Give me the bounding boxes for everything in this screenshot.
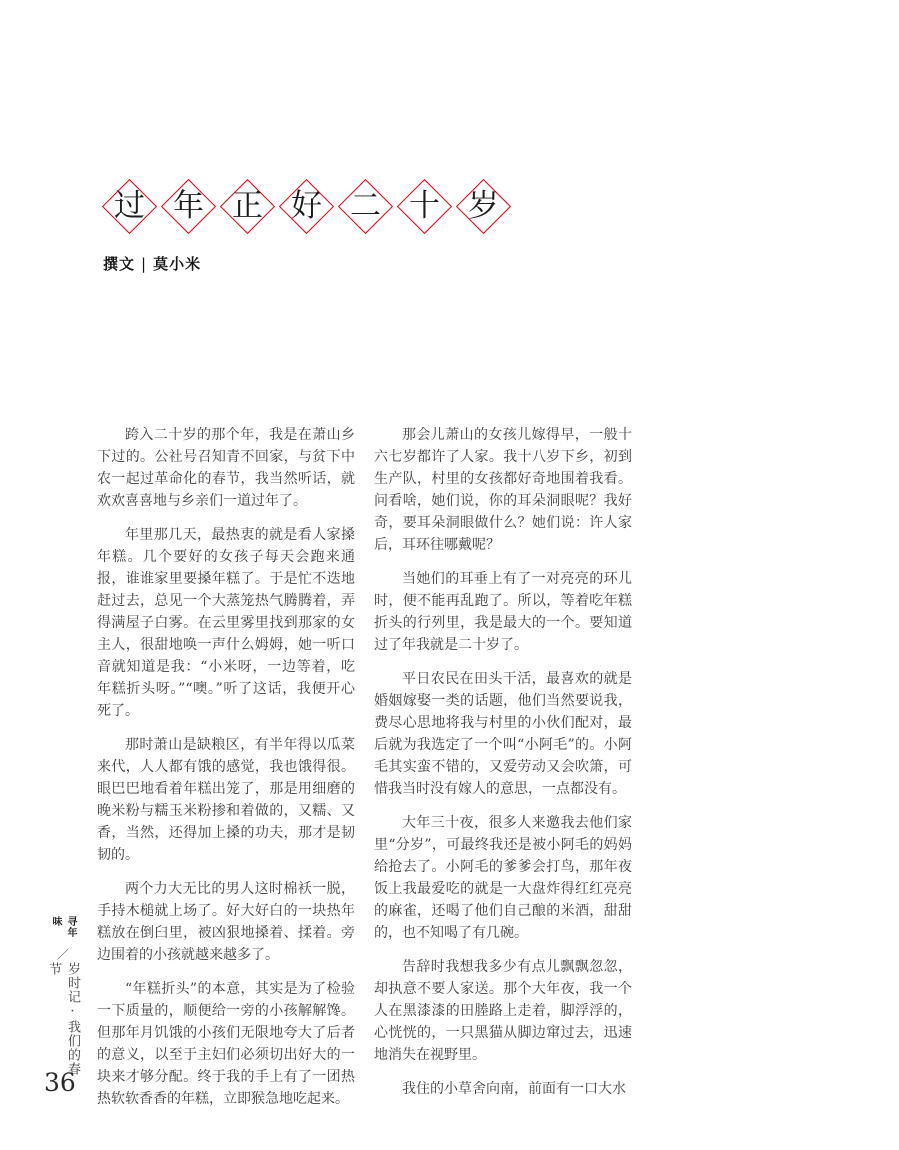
paragraph: 跨入二十岁的那个年，我是在萧山乡下过的。公社号召知青不回家，与贫下中农一起过革命化的春节，我当然听话，就欢欢喜喜地与乡亲们一道过年了。 [97,427,355,509]
title-diamond-2 [220,179,275,234]
paragraph: 年里那几天，最热衷的就是看人家搡年糕。几个要好的女孩子每天会跑来通报，谁谁家里要搡年糕了。于是忙不迭地赶过去，总见一个大蒸笼热气腾腾着，弄得满屋子白雾。在云里雾里找到那家的女主人，很甜地唤一声什么姆姆，她一听口音就知道是我：“小米呀，一边等着，吃年糕折头呀。”“噢。”听了这话，我便开心死了。 [97,527,355,719]
paragraph: 那时萧山是缺粮区，有半年得以瓜菜来代，人人都有饿的感觉，我也饿得很。眼巴巴地看着年糕出笼了，那是用细磨的晚米粉与糯玉米粉掺和着做的，又糯、又香，当然，还得加上搡的功夫，那才是韧韧的。 [97,737,355,863]
paragraph: 大年三十夜，很多人来邀我去他们家里“分岁”，可最终我还是被小阿毛的妈妈给抢去了。小阿毛的爹爹会打鸟，那年夜饭上我最爱吃的就是一大盘炸得红红亮亮的麻雀，还喝了他们自己酿的米酒，甜甜的，也不知喝了有几碗。 [374,815,632,941]
sidebar-section-title: 岁时记·我们的春节 [46,961,80,1076]
title-diamond-4 [338,179,393,234]
title-character: 年 [173,188,204,224]
title-character: 二 [350,188,381,224]
paragraph: 两个力大无比的男人这时棉袄一脱，手持木槌就上场了。好大好白的一块热年糕放在倒臼里，被凶狠地搡着、揉着。旁边围着的小孩就越来越多了。 [97,881,355,963]
paragraph: “年糕折头”的本意，其实是为了检验一下质量的，顺便给一旁的小孩解解馋。但那年月饥饿的小孩们无限地夸大了后者的意义，以至于主妇们必须切出好大的一块来才够分配。终于我的手上有了一团热热软软香香的年糕，立即猴急地吃起来。 [97,981,355,1107]
paragraph: 告辞时我想我多少有点儿飘飘忽忽，却执意不要人家送。那个大年夜，我一个人在黑漆漆的田塍路上走着，脚浮浮的，心恍恍的，一只黑猫从脚边窜过去，迅速地消失在视野里。 [374,959,632,1063]
paragraph: 我住的小草舍向南，前面有一口大水 [402,1081,626,1097]
byline-label: 撰文 [103,255,136,273]
title-diamond-3 [279,179,334,234]
right-column [374,424,632,1112]
byline-separator: | [141,255,148,273]
title-diamond-0 [102,179,157,234]
title-diamond-1 [161,179,216,234]
page-number: 36 [44,1068,76,1097]
paragraph: 那会儿萧山的女孩儿嫁得早，一般十六七岁都许了人家。我十八岁下乡，初到生产队，村里的女孩都好奇地围着我看。问看啥，她们说，你的耳朵洞眼呢？我好奇，要耳朵洞眼做什么？她们说：许人家后，耳环往哪戴呢？ [374,427,632,553]
article-title [100,187,513,226]
paragraph: 平日农民在田头干活，最喜欢的就是婚姻嫁娶一类的话题，他们当然要说我，费尽心思地将我与村里的小伙们配对，最后就为我选定了一个叫“小阿毛”的。小阿毛其实蛮不错的，又爱劳动又会吹箫，可惜我当时没有嫁人的意思，一点都没有。 [374,671,632,797]
sidebar-slash-separator: ／ [55,947,70,960]
left-column [97,424,355,1122]
sidebar-series-tag: 寻年味 [50,916,76,938]
byline [103,253,201,274]
byline-author: 莫小米 [153,255,202,273]
title-character: 岁 [468,188,499,224]
title-character: 十 [409,188,440,224]
title-character: 过 [114,188,145,224]
paragraph: 当她们的耳垂上有了一对亮亮的环儿时，便不能再乱跑了。所以，等着吃年糕折头的行列里，我是最大的一个。要知道过了年我就是二十岁了。 [374,571,632,653]
title-diamond-5 [397,179,452,234]
title-character: 正 [232,188,263,224]
sidebar-strip [44,916,82,1076]
title-character: 好 [291,188,322,224]
title-diamond-6 [456,179,511,234]
